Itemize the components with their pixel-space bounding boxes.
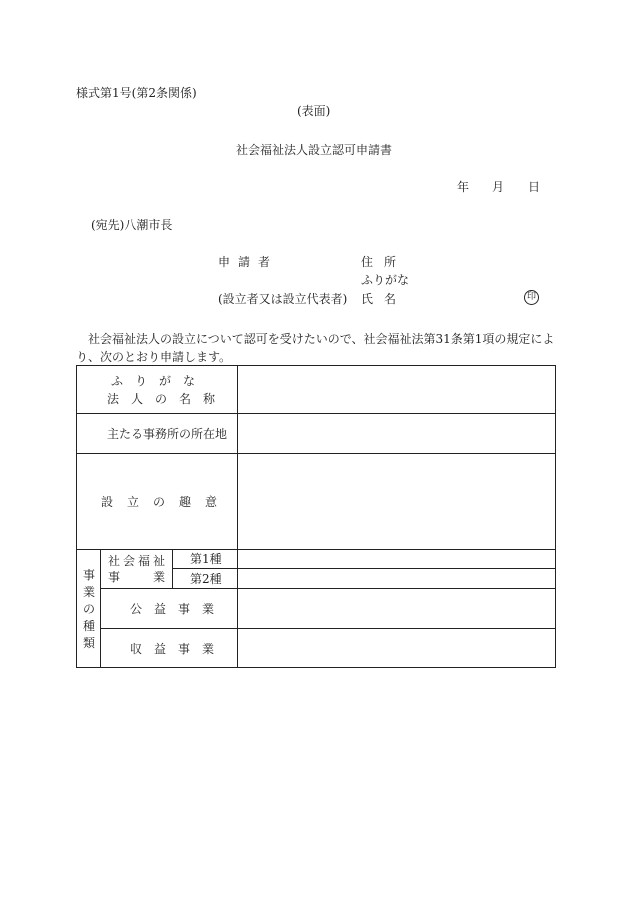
- table-divider: [172, 568, 555, 569]
- name-label: 氏名: [361, 292, 408, 306]
- table-divider: [77, 413, 555, 414]
- furigana-row-label: ふりがな: [111, 374, 208, 388]
- table-divider: [77, 453, 555, 454]
- seal-icon: 印: [524, 290, 539, 305]
- type2-label: 第2種: [190, 572, 222, 586]
- furigana-label: ふりがな: [361, 273, 410, 287]
- table-divider: [77, 549, 555, 550]
- profit-business-label: 収益事業: [130, 642, 227, 656]
- address-label: 住所: [361, 255, 408, 269]
- type1-label: 第1種: [190, 552, 222, 566]
- table-divider: [100, 549, 101, 668]
- social-welfare-label: 社会福祉: [108, 554, 169, 568]
- body-text: 社会福祉法人の設立について認可を受けたいので、社会福祉法第31条第1項の規定により、次のとおり申請します。: [76, 332, 555, 364]
- side-label: (表面): [297, 104, 331, 118]
- application-table: [76, 365, 556, 668]
- business-types-label: 事業の種類: [83, 568, 96, 650]
- document-title: 社会福祉法人設立認可申請書: [236, 143, 393, 157]
- table-divider: [101, 628, 555, 629]
- table-divider: [101, 588, 555, 589]
- purpose-label: 設立の趣意: [101, 495, 232, 509]
- addressee: (宛先)八潮市長: [91, 218, 173, 232]
- table-divider: [237, 366, 238, 668]
- date-day-label: 日: [528, 180, 541, 194]
- social-welfare-business-label: 事業: [108, 570, 199, 584]
- founder-label: (設立者又は設立代表者): [218, 292, 348, 306]
- date-year-label: 年: [457, 180, 470, 194]
- office-location-label: 主たる事務所の所在地: [107, 427, 228, 441]
- public-interest-label: 公益事業: [130, 602, 227, 616]
- date-month-label: 月: [492, 180, 505, 194]
- corp-name-label: 法人の名称: [107, 392, 228, 406]
- applicant-label: 申請者: [218, 255, 279, 269]
- form-number: 様式第1号(第2条関係): [76, 86, 197, 100]
